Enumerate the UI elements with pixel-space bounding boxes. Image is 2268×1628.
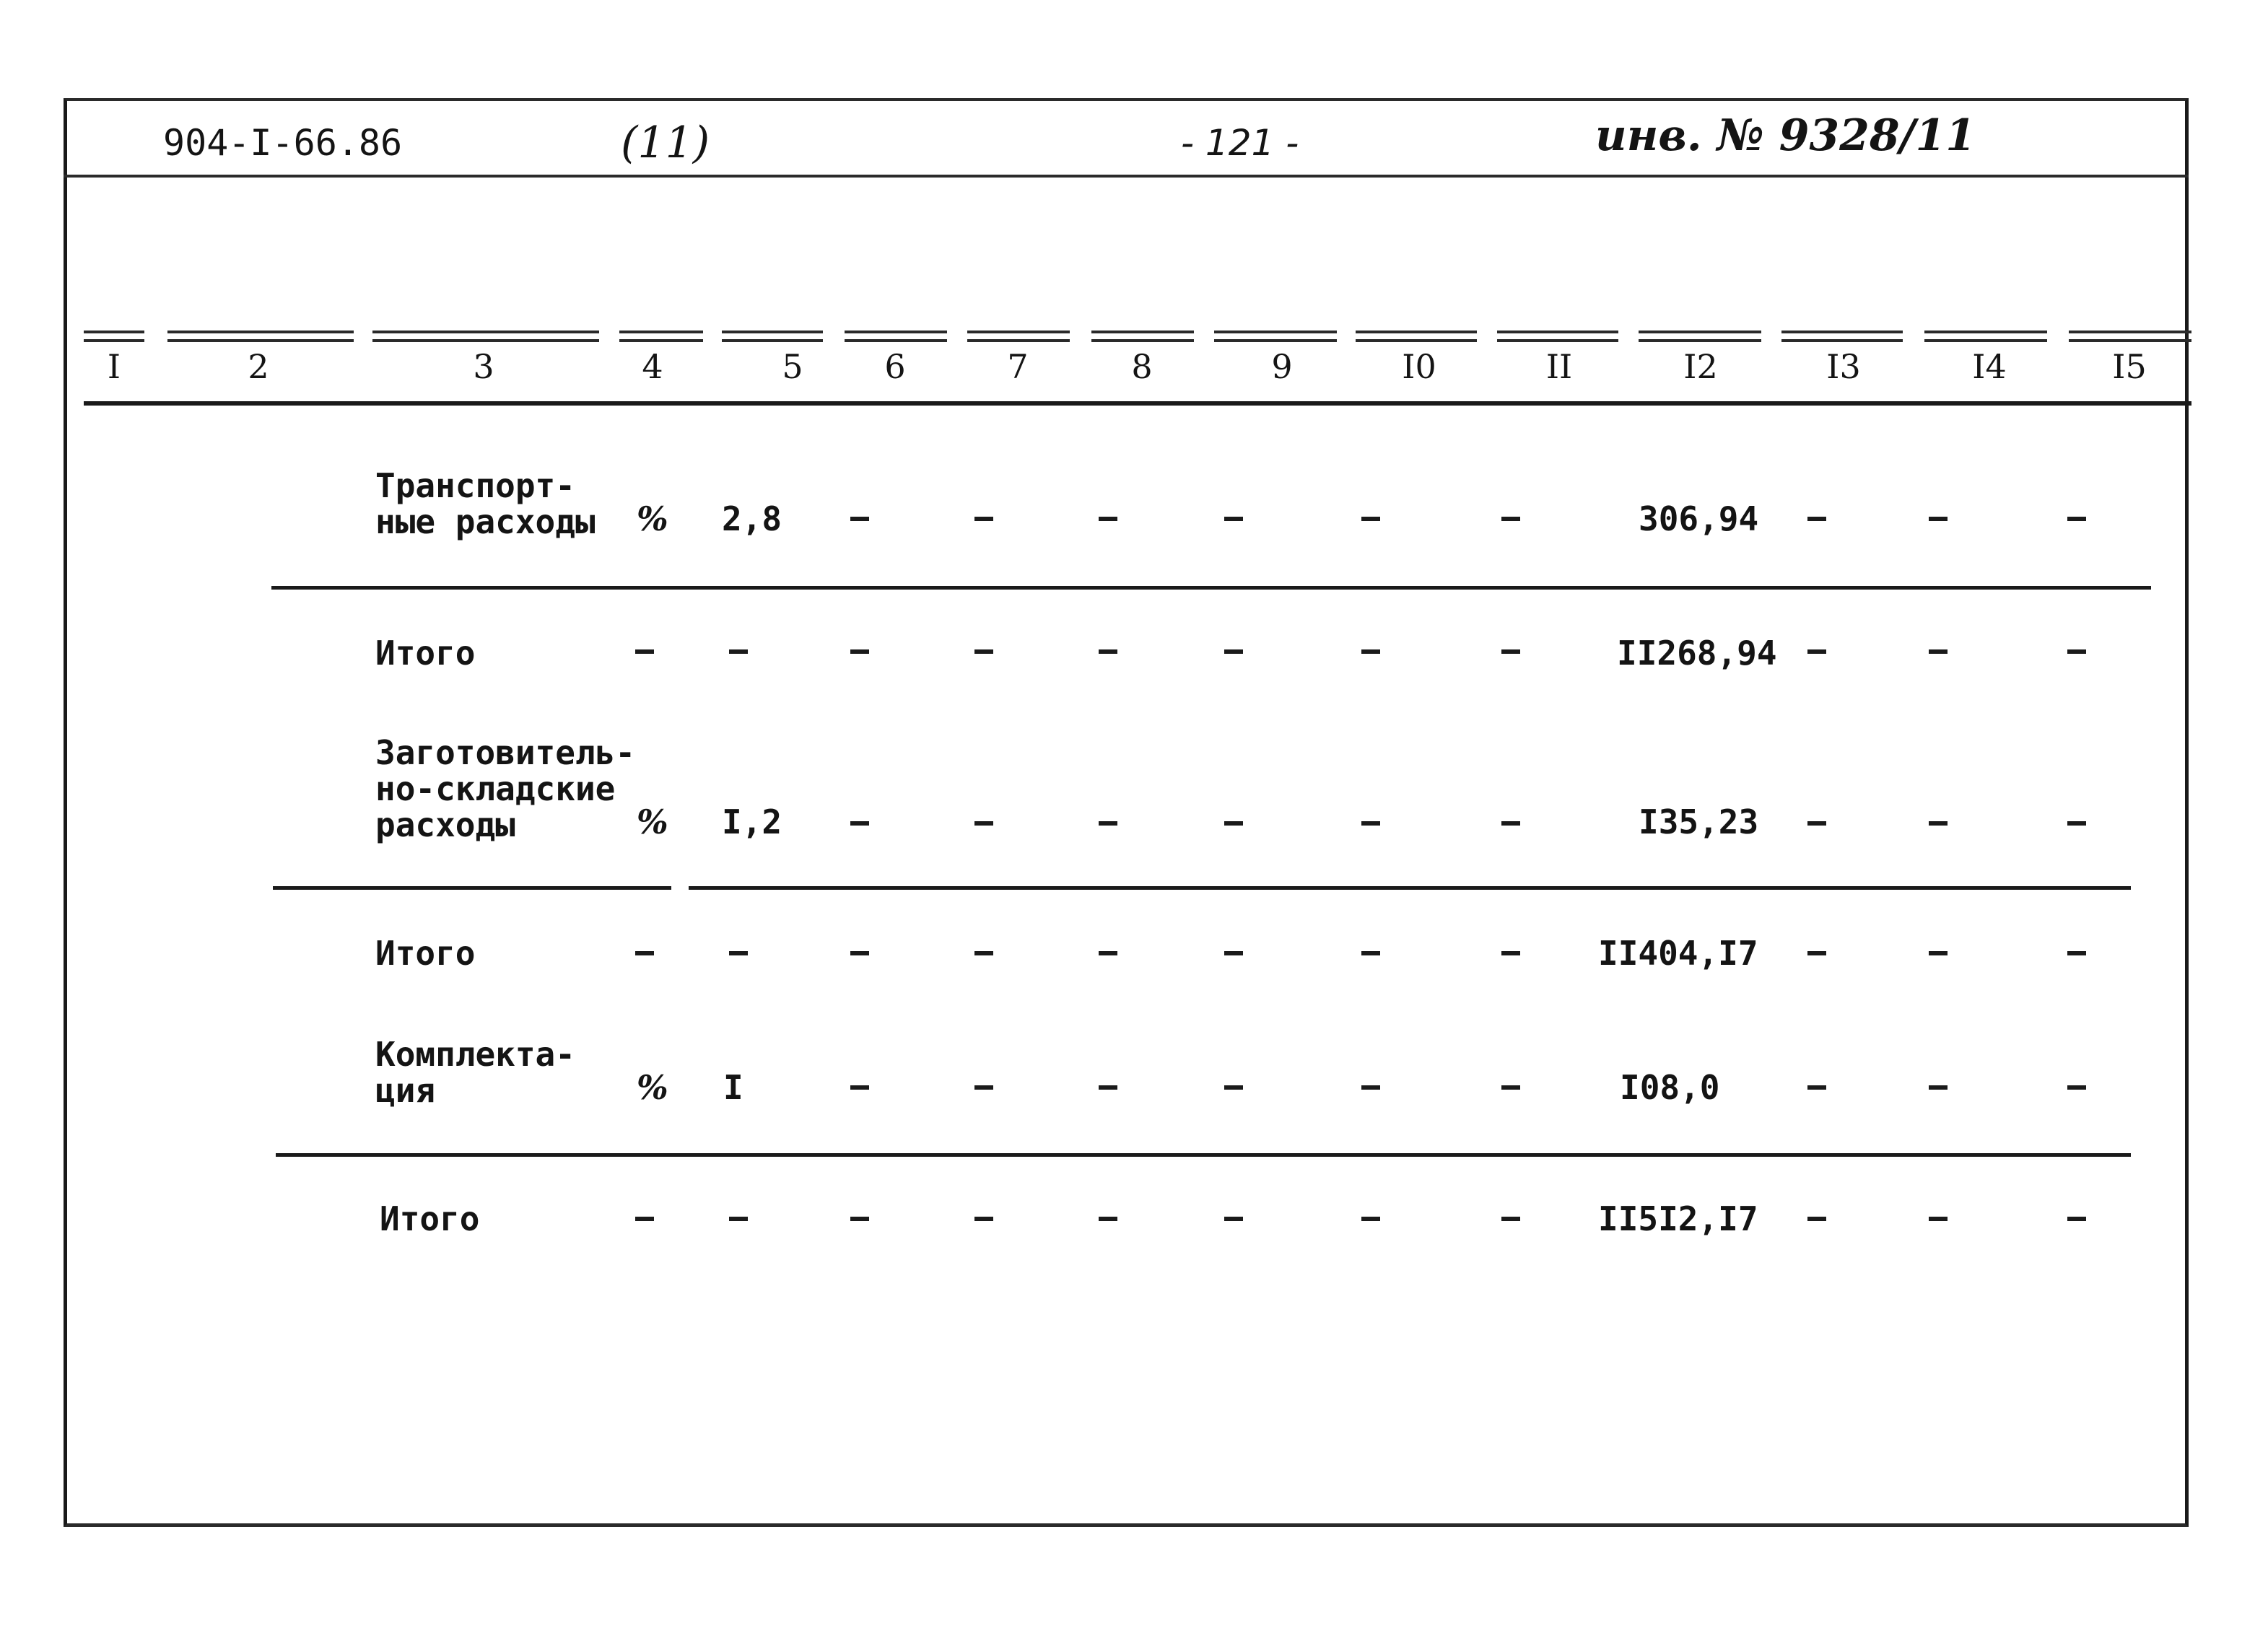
empty-cell-dash (1807, 821, 1826, 826)
column-header-rule (2069, 339, 2191, 342)
empty-cell-dash (1501, 517, 1520, 521)
column-header-rule (619, 339, 703, 342)
empty-cell-dash (1361, 951, 1380, 955)
document-code: 904-I-66.86 (163, 122, 403, 164)
empty-cell-dash (729, 951, 748, 955)
column-header-bottom-rule (84, 401, 2191, 406)
empty-cell-dash (974, 951, 993, 955)
row-separator (273, 886, 671, 890)
empty-cell-dash (1807, 517, 1826, 521)
empty-cell-dash (1807, 951, 1826, 955)
column-number: I4 (1972, 347, 2007, 386)
column-header-rule (967, 331, 1070, 333)
column-header-rule (1924, 339, 2047, 342)
empty-cell-dash (2067, 1085, 2086, 1090)
empty-cell-dash (1099, 1217, 1117, 1221)
row-name (375, 635, 475, 671)
empty-cell-dash (1224, 517, 1243, 521)
empty-cell-dash (2067, 517, 2086, 521)
column-header-rule (167, 331, 354, 333)
empty-cell-dash (1361, 649, 1380, 654)
empty-cell-dash (1501, 1085, 1520, 1090)
row-name-line: Итого (375, 634, 476, 673)
column-number: 6 (884, 347, 906, 386)
empty-cell-dash (1224, 821, 1243, 826)
column-number: 9 (1271, 347, 1293, 386)
row-name-line: расходы (375, 805, 515, 844)
empty-cell-dash (974, 517, 993, 521)
column-number: 7 (1007, 347, 1029, 386)
column-number: 2 (248, 347, 269, 386)
empty-cell-dash (850, 1085, 869, 1090)
column-header-rule (372, 331, 599, 333)
empty-cell-dash (635, 649, 654, 654)
column-header-rule (167, 339, 354, 342)
column-header-rule (1497, 331, 1618, 333)
row-separator (271, 586, 2151, 590)
empty-cell-dash (1501, 649, 1520, 654)
column-header-rule (1356, 339, 1477, 342)
empty-cell-dash (1929, 517, 1948, 521)
empty-cell-dash (1361, 1085, 1380, 1090)
empty-cell-dash (1929, 649, 1948, 654)
column-header-rule (84, 339, 144, 342)
row-name (375, 468, 596, 540)
column-header-rule (967, 339, 1070, 342)
column-header-rule (619, 331, 703, 333)
empty-cell-dash (1501, 821, 1520, 826)
empty-cell-dash (729, 649, 748, 654)
row-name-line: Итого (380, 1199, 480, 1238)
empty-cell-dash (1929, 951, 1948, 955)
column-number: I0 (1402, 347, 1436, 386)
row-amount: 306,94 (1639, 499, 1759, 538)
empty-cell-dash (1099, 951, 1117, 955)
row-rate: I,2 (722, 802, 782, 841)
empty-cell-dash (1224, 649, 1243, 654)
empty-cell-dash (974, 1085, 993, 1090)
empty-cell-dash (1224, 951, 1243, 955)
empty-cell-dash (1099, 649, 1117, 654)
header-rule (64, 175, 2189, 178)
row-amount: II5I2,I7 (1598, 1199, 1758, 1238)
column-number: 8 (1131, 347, 1153, 386)
column-number: II (1545, 347, 1573, 386)
column-header-rule (1781, 331, 1903, 333)
row-unit: % (637, 802, 668, 841)
column-header-rule (845, 331, 947, 333)
empty-cell-dash (1807, 1085, 1826, 1090)
empty-cell-dash (974, 649, 993, 654)
empty-cell-dash (974, 821, 993, 826)
row-rate: 2,8 (722, 499, 782, 538)
row-amount: II404,I7 (1598, 934, 1758, 973)
empty-cell-dash (850, 951, 869, 955)
empty-cell-dash (1099, 1085, 1117, 1090)
row-unit: % (637, 499, 668, 538)
column-header-rule (1497, 339, 1618, 342)
column-number: 5 (782, 347, 803, 386)
column-header-rule (722, 331, 823, 333)
row-name-line: ция (375, 1071, 436, 1110)
empty-cell-dash (1501, 1217, 1520, 1221)
column-number: I5 (2112, 347, 2147, 386)
empty-cell-dash (635, 1217, 654, 1221)
column-header-rule (2069, 331, 2191, 333)
empty-cell-dash (850, 517, 869, 521)
empty-cell-dash (1807, 649, 1826, 654)
empty-cell-dash (1807, 1217, 1826, 1221)
row-name (375, 935, 475, 971)
row-rate: I (723, 1068, 743, 1107)
empty-cell-dash (1929, 821, 1948, 826)
column-header-rule (84, 331, 144, 333)
sheet-number: (11) (621, 118, 710, 168)
empty-cell-dash (2067, 821, 2086, 826)
column-header-rule (1781, 339, 1903, 342)
column-number: I2 (1683, 347, 1718, 386)
column-number: I3 (1826, 347, 1861, 386)
empty-cell-dash (2067, 951, 2086, 955)
row-name-line: Итого (375, 934, 476, 973)
row-separator (276, 1153, 2131, 1157)
column-header-rule (845, 339, 947, 342)
page-number: - 121 - (1181, 122, 1299, 164)
row-amount: I08,0 (1620, 1068, 1720, 1107)
column-header-rule (1924, 331, 2047, 333)
row-name (375, 735, 635, 843)
row-name-line: Заготовитель- (375, 733, 636, 772)
empty-cell-dash (2067, 649, 2086, 654)
column-number: 4 (642, 347, 663, 386)
empty-cell-dash (1361, 1217, 1380, 1221)
column-header-rule (1356, 331, 1477, 333)
empty-cell-dash (974, 1217, 993, 1221)
row-name-line: ные расходы (375, 502, 596, 541)
empty-cell-dash (2067, 1217, 2086, 1221)
empty-cell-dash (850, 649, 869, 654)
column-header-rule (372, 339, 599, 342)
empty-cell-dash (1929, 1217, 1948, 1221)
row-name (375, 1036, 575, 1108)
column-header-rule (1214, 339, 1337, 342)
row-name (380, 1201, 479, 1237)
column-header-rule (1091, 339, 1194, 342)
empty-cell-dash (635, 951, 654, 955)
column-number: 3 (473, 347, 494, 386)
column-header-rule (1639, 331, 1761, 333)
empty-cell-dash (729, 1217, 748, 1221)
row-name-line: но-складские (375, 769, 616, 808)
empty-cell-dash (1224, 1217, 1243, 1221)
empty-cell-dash (850, 821, 869, 826)
row-amount: II268,94 (1617, 634, 1777, 673)
column-header-rule (1639, 339, 1761, 342)
row-separator (689, 886, 2131, 890)
empty-cell-dash (1224, 1085, 1243, 1090)
empty-cell-dash (1929, 1085, 1948, 1090)
empty-cell-dash (1501, 951, 1520, 955)
column-number: I (107, 347, 121, 386)
row-name-line: Комплекта- (375, 1035, 575, 1074)
empty-cell-dash (1361, 517, 1380, 521)
empty-cell-dash (1361, 821, 1380, 826)
empty-cell-dash (1099, 517, 1117, 521)
row-name-line: Транспорт- (375, 466, 575, 505)
empty-cell-dash (1099, 821, 1117, 826)
column-header-rule (1214, 331, 1337, 333)
row-unit: % (637, 1068, 668, 1107)
empty-cell-dash (850, 1217, 869, 1221)
column-header-rule (722, 339, 823, 342)
row-amount: I35,23 (1639, 802, 1759, 841)
column-header-rule (1091, 331, 1194, 333)
inventory-number: инв. № 9328/11 (1595, 110, 1976, 161)
